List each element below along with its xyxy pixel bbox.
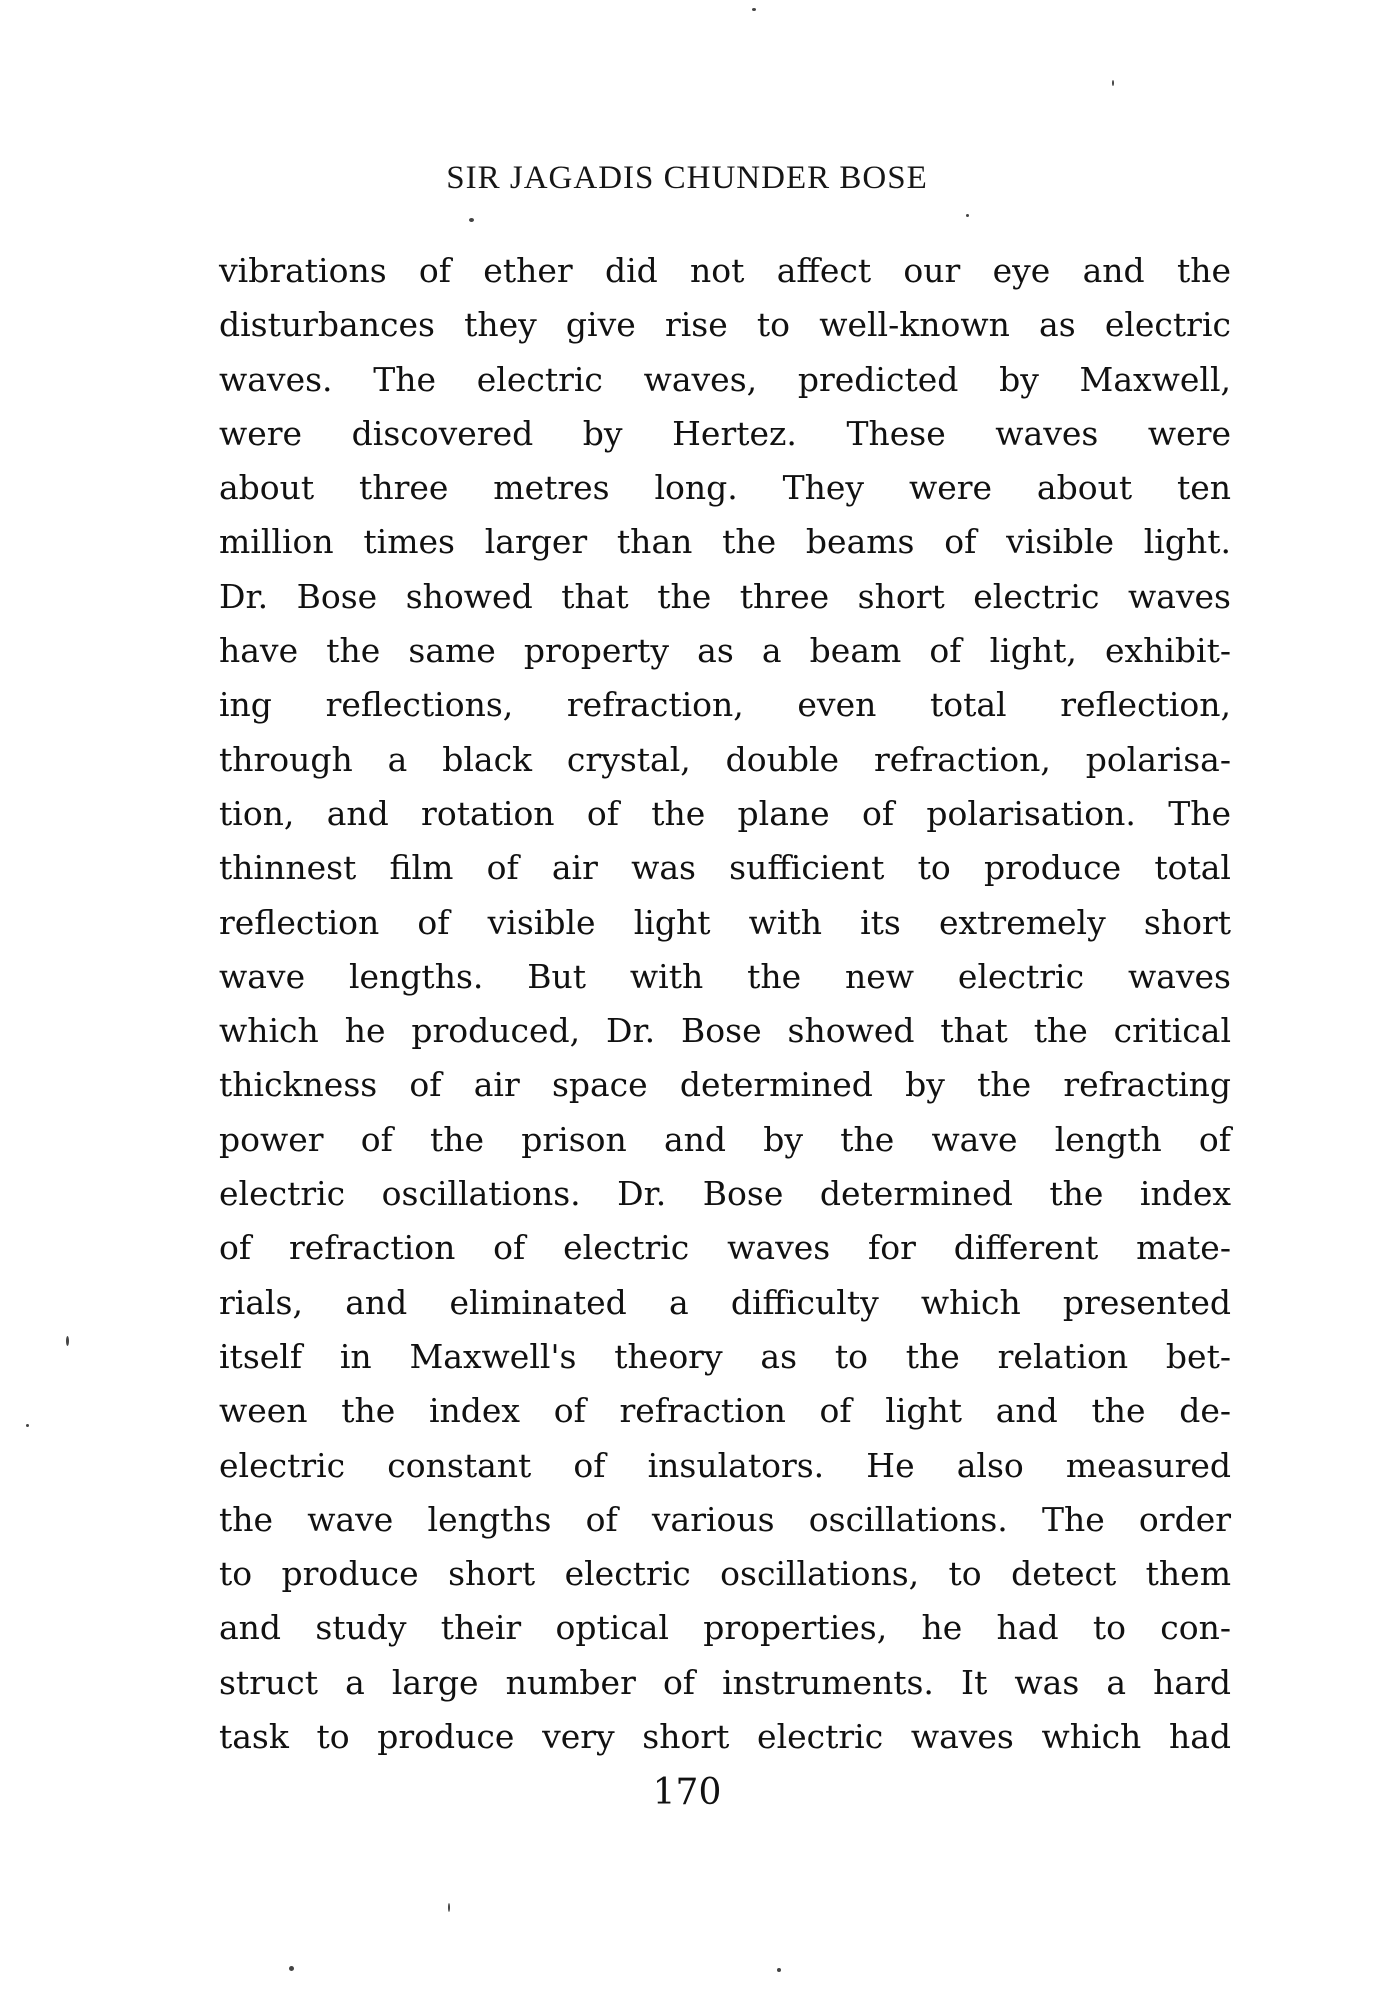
- text-line: rials, and eliminated a difficulty which presented: [219, 1282, 1231, 1322]
- text-line: about three metres long. They were about ten: [219, 468, 1231, 508]
- text-line: have the same property as a beam of light, exhibit-: [219, 631, 1231, 671]
- scan-speck: [966, 214, 969, 217]
- scan-speck: [448, 1903, 450, 1912]
- text-line: through a black crystal, double refraction, polarisa-: [219, 739, 1231, 779]
- text-line: and study their optical properties, he had to con-: [219, 1608, 1231, 1648]
- text-line: were discovered by Hertez. These waves were: [219, 413, 1231, 453]
- text-line: which he produced, Dr. Bose showed that the critical: [219, 1011, 1231, 1051]
- text-line: waves. The electric waves, predicted by Maxwell,: [219, 359, 1231, 399]
- text-line: tion, and rotation of the plane of polarisation. The: [219, 793, 1231, 833]
- text-line: electric constant of insulators. He also measured: [219, 1445, 1231, 1485]
- text-line: to produce short electric oscillations, to detect them: [219, 1554, 1231, 1594]
- text-line: ween the index of refraction of light and the de-: [219, 1391, 1231, 1431]
- text-line: task to produce very short electric waves which had: [219, 1717, 1231, 1757]
- text-line: the wave lengths of various oscillations. The order: [219, 1499, 1231, 1539]
- scan-speck: [469, 218, 474, 222]
- text-line: thickness of air space determined by the refracting: [219, 1065, 1231, 1105]
- text-line: ing reflections, refraction, even total reflection,: [219, 685, 1231, 725]
- text-line: electric oscillations. Dr. Bose determined the index: [219, 1174, 1231, 1214]
- text-line: of refraction of electric waves for different mate-: [219, 1228, 1231, 1268]
- scan-speck: [289, 1966, 294, 1971]
- scan-speck: [1112, 80, 1114, 86]
- scan-speck: [66, 1336, 69, 1346]
- text-line: Dr. Bose showed that the three short electric waves: [219, 576, 1231, 616]
- text-line: power of the prison and by the wave length of: [219, 1119, 1231, 1159]
- text-line: vibrations of ether did not affect our eye and the: [219, 251, 1231, 290]
- text-line: thinnest film of air was sufficient to produce total: [219, 848, 1231, 888]
- text-line: struct a large number of instruments. It was a hard: [219, 1662, 1231, 1702]
- text-line: itself in Maxwell's theory as to the relation bet-: [219, 1336, 1231, 1376]
- scan-speck: [26, 1424, 29, 1427]
- scan-speck: [752, 8, 756, 11]
- body-text: [219, 244, 1231, 1764]
- text-line: disturbances they give rise to well-known as electric: [219, 305, 1231, 345]
- page-number: 170: [652, 1772, 722, 1813]
- text-line: million times larger than the beams of visible light.: [219, 522, 1231, 562]
- scan-speck: [777, 1968, 781, 1972]
- text-line: wave lengths. But with the new electric waves: [219, 956, 1231, 996]
- text-line: reflection of visible light with its extremely short: [219, 902, 1231, 942]
- running-head: SIR JAGADIS CHUNDER BOSE: [446, 160, 928, 196]
